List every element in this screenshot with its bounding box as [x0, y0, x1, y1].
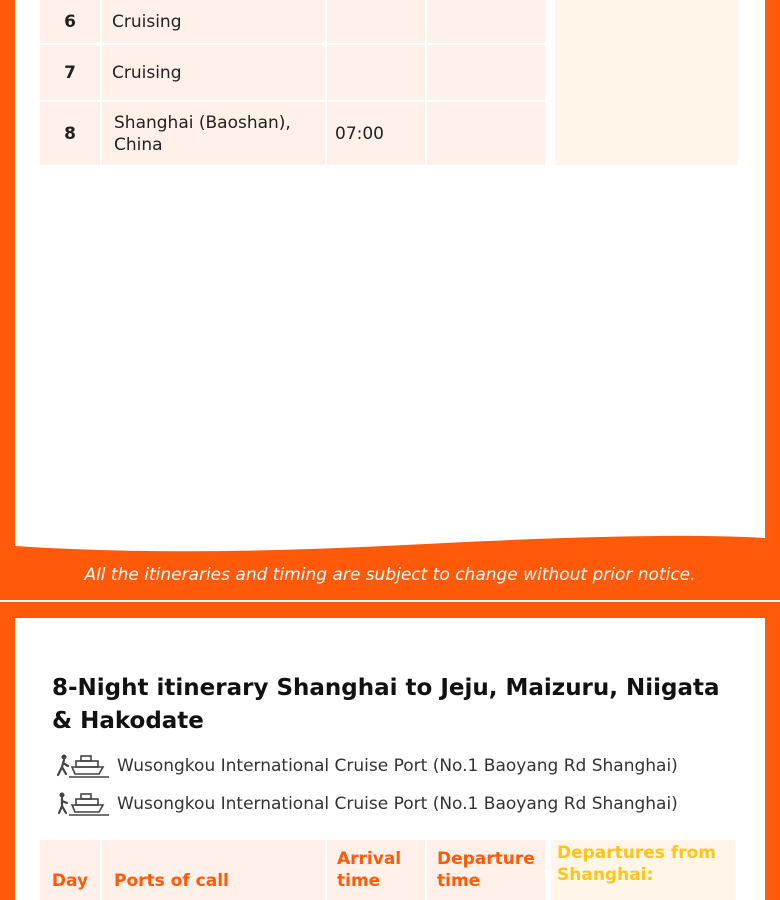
header-arrival: Arrival time	[327, 840, 427, 900]
header-day: Day	[40, 840, 102, 900]
header-departure: Departure time	[427, 840, 551, 900]
header-ports: Ports of call	[102, 840, 327, 900]
arrival-cell	[327, 0, 427, 43]
header-departures-from: Departures from Shanghai:	[551, 840, 735, 900]
port-cell: Shanghai (Baoshan), China	[102, 102, 327, 165]
departure-cell	[427, 45, 545, 100]
embark-ship-icon	[55, 753, 113, 779]
wave-divider	[15, 528, 765, 568]
departure-cell	[427, 0, 545, 43]
table-row	[40, 45, 545, 100]
itinerary-card-top	[15, 0, 765, 600]
embark-port	[55, 753, 678, 779]
table-row	[40, 0, 545, 43]
table-row	[40, 102, 545, 165]
day-cell: 7	[40, 45, 102, 100]
departures-side-panel	[555, 0, 738, 165]
embark-port-label: Wusongkou International Cruise Port (No.1 Baoyang Rd Shanghai)	[117, 756, 678, 776]
port-cell: Cruising	[102, 0, 327, 43]
day-cell: 8	[40, 102, 102, 165]
disembark-ship-icon	[55, 791, 113, 817]
arrival-cell	[327, 45, 427, 100]
itinerary-title: 8-Night itinerary Shanghai to Jeju, Maizuru, Niigata & Hakodate	[52, 675, 720, 734]
itinerary-table-header	[40, 840, 735, 900]
day-cell: 6	[40, 0, 102, 43]
disembark-port	[55, 791, 678, 817]
itinerary-disclaimer: All the itineraries and timing are subject to change without prior notice.	[84, 565, 696, 585]
section-divider	[0, 600, 780, 602]
port-cell: Cruising	[102, 45, 327, 100]
departure-cell	[427, 102, 545, 165]
disembark-port-label: Wusongkou International Cruise Port (No.1 Baoyang Rd Shanghai)	[117, 794, 678, 814]
arrival-cell: 07:00	[327, 102, 427, 165]
itinerary-card-bottom	[15, 618, 765, 900]
